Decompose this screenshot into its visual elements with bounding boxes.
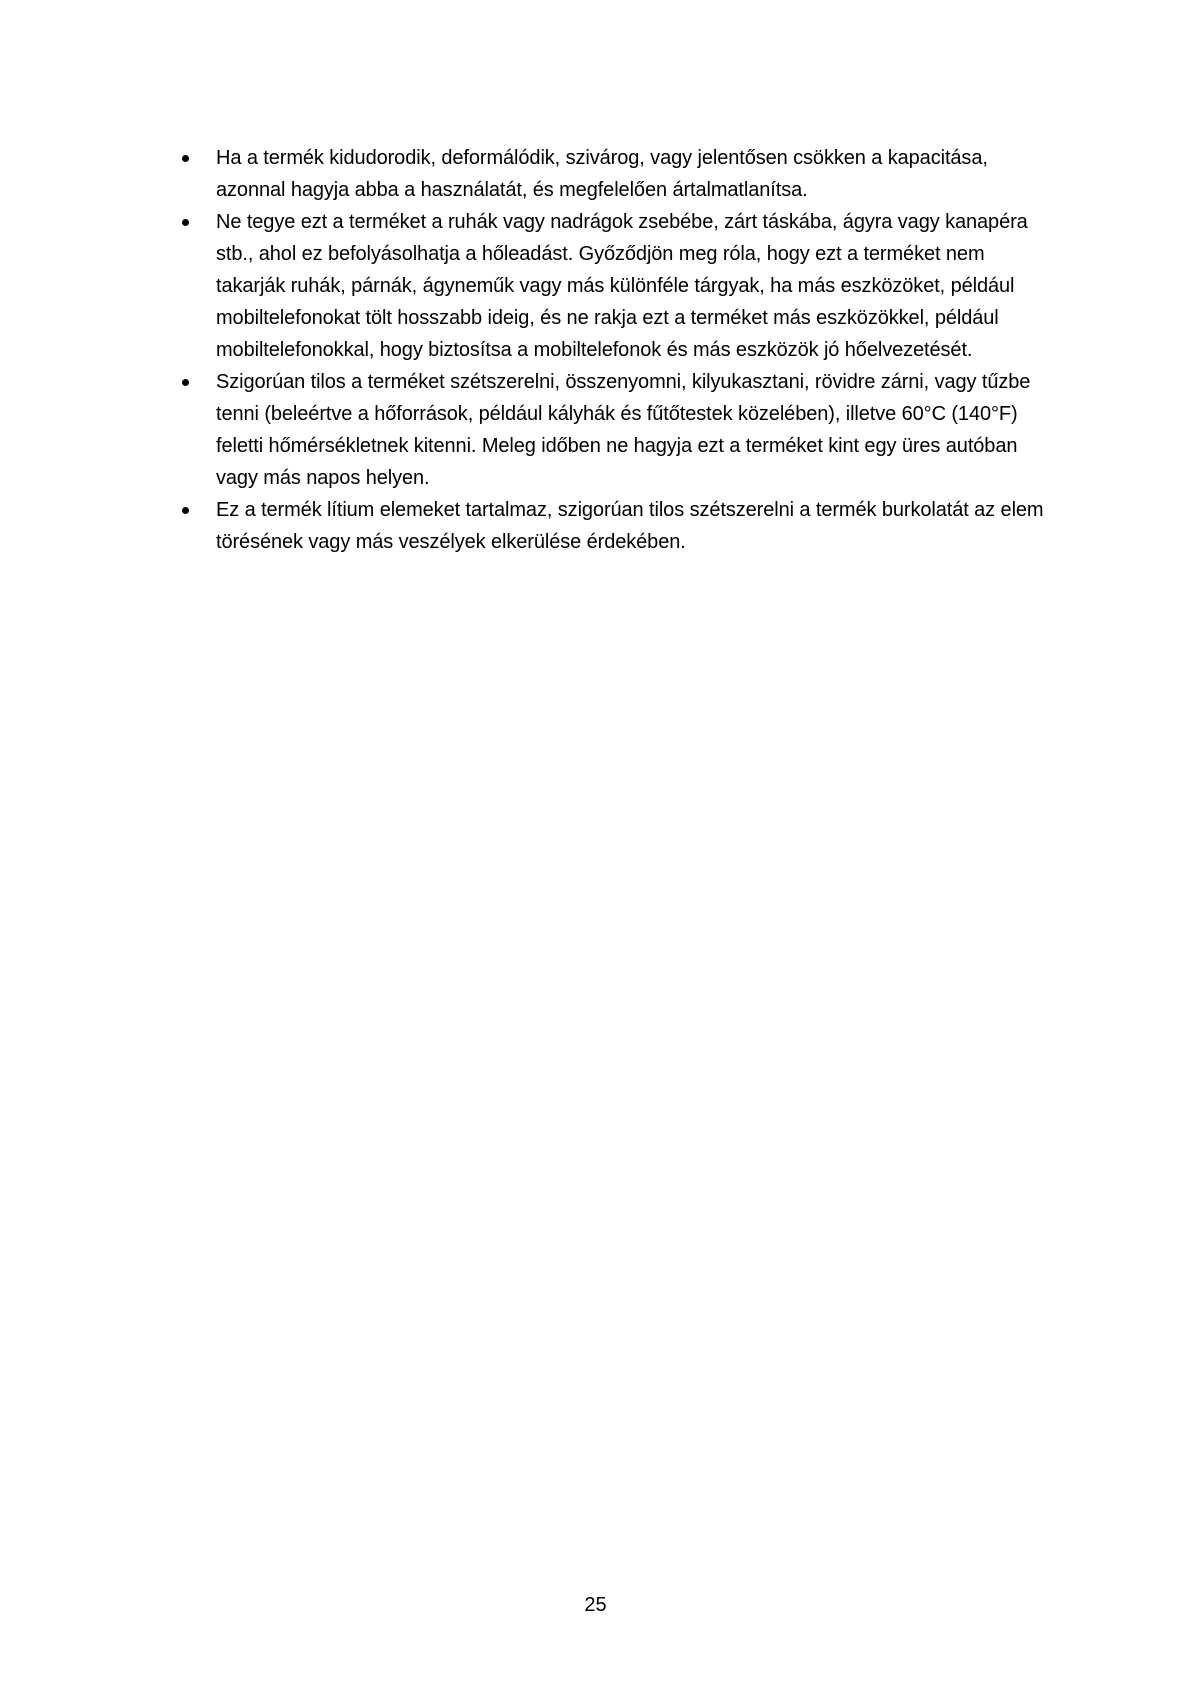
bullet-item-1: [182, 142, 1052, 206]
bullet-dot-icon: [182, 219, 189, 226]
bullet-text-3: Szigorúan tilos a terméket szétszerelni, összenyomni, kilyukasztani, rövidre zárni, vagy tűzbe tenni (beleértve a hőforrások, például kályhák és fűtőtestek közelében), illetve 60°C (140°F) feletti hőmérsékletnek kitenni. Meleg időben ne hagyja ezt a terméket kint egy üres autóban vagy más napos helyen.: [216, 371, 1031, 489]
bullet-text-1: Ha a termék kidudorodik, deformálódik, szivárog, vagy jelentősen csökken a kapacitása, azonnal hagyja abba a használatát, és megfelelően ártalmatlanítsa.: [216, 147, 988, 201]
bullet-item-4: [182, 494, 1052, 558]
bullet-dot-icon: [182, 507, 189, 514]
safety-bullet-list: [182, 142, 1052, 558]
bullet-item-3: [182, 366, 1052, 494]
bullet-text-2: Ne tegye ezt a terméket a ruhák vagy nadrágok zsebébe, zárt táskába, ágyra vagy kanapéra stb., ahol ez befolyásolhatja a hőleadást. Győződjön meg róla, hogy ezt a terméket nem takarják ruhák, párnák, ágyneműk vagy más különféle tárgyak, ha más eszközöket, például mobiltelefonokat tölt hosszabb ideig, és ne rakja ezt a terméket más eszközökkel, például mobiltelefonokkal, hogy biztosítsa a mobiltelefonok és más eszközök jó hőelvezetését.: [216, 211, 1028, 361]
bullet-dot-icon: [182, 379, 189, 386]
page-number: 25: [584, 1594, 607, 1616]
bullet-text-4: Ez a termék lítium elemeket tartalmaz, szigorúan tilos szétszerelni a termék burkolatát az elem törésének vagy más veszélyek elkerülése érdekében.: [216, 499, 1044, 553]
bullet-item-2: [182, 206, 1052, 366]
bullet-dot-icon: [182, 155, 189, 162]
